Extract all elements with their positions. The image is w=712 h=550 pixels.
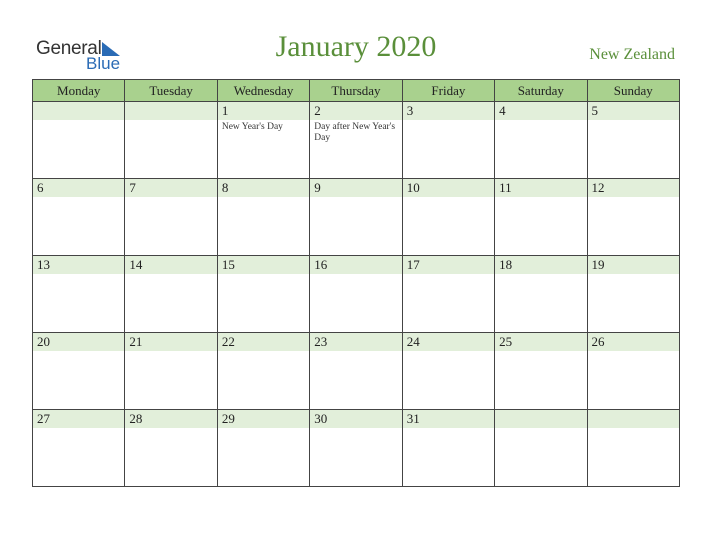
day-cell [310, 179, 402, 256]
day-number: 24 [403, 333, 494, 351]
day-number: 10 [403, 179, 494, 197]
day-number: 20 [33, 333, 124, 351]
holiday-label [33, 274, 124, 276]
week-row [33, 410, 680, 487]
day-number: 26 [588, 333, 679, 351]
holiday-label: New Year's Day [221, 122, 283, 132]
day-cell [310, 410, 402, 487]
day-number: 2 [310, 102, 401, 120]
week-row [33, 102, 680, 179]
day-number [33, 102, 124, 120]
day-cell [587, 333, 679, 410]
day-number: 3 [403, 102, 494, 120]
day-cell [33, 179, 125, 256]
day-cell [495, 102, 587, 179]
holiday-label: Day after New Year's Day [314, 122, 396, 143]
holiday-label [495, 120, 586, 122]
day-number: 6 [33, 179, 124, 197]
holiday-label [588, 197, 679, 199]
day-cell [125, 179, 217, 256]
day-number: 1 [218, 102, 309, 120]
holiday-label [310, 197, 401, 199]
day-number: 12 [588, 179, 679, 197]
holiday-label [125, 197, 216, 199]
holiday-label [218, 428, 309, 430]
day-cell [587, 256, 679, 333]
holiday-label [310, 351, 401, 353]
weekday-saturday: Saturday [495, 80, 587, 102]
day-number: 5 [588, 102, 679, 120]
holiday-label [218, 351, 309, 353]
day-cell [33, 333, 125, 410]
calendar-body [33, 102, 680, 487]
day-number: 7 [125, 179, 216, 197]
day-cell [33, 256, 125, 333]
day-cell [33, 102, 125, 179]
day-cell [495, 256, 587, 333]
day-cell [125, 333, 217, 410]
day-cell [310, 256, 402, 333]
day-number: 23 [310, 333, 401, 351]
day-number [588, 410, 679, 428]
holiday-label [588, 351, 679, 353]
holiday-label [588, 120, 679, 122]
week-row [33, 179, 680, 256]
week-row [33, 333, 680, 410]
day-number: 13 [33, 256, 124, 274]
calendar-grid [32, 79, 680, 487]
day-number: 25 [495, 333, 586, 351]
day-number: 18 [495, 256, 586, 274]
day-number: 31 [403, 410, 494, 428]
holiday-label [403, 274, 494, 276]
day-cell [495, 333, 587, 410]
holiday-label [495, 274, 586, 276]
day-cell [495, 410, 587, 487]
day-number: 27 [33, 410, 124, 428]
day-number [495, 410, 586, 428]
day-cell [217, 410, 309, 487]
day-number: 22 [218, 333, 309, 351]
day-number: 4 [495, 102, 586, 120]
day-number: 21 [125, 333, 216, 351]
day-cell [402, 179, 494, 256]
day-number: 16 [310, 256, 401, 274]
day-cell [125, 410, 217, 487]
holiday-label [495, 351, 586, 353]
day-cell [495, 179, 587, 256]
holiday-label [218, 197, 309, 199]
weekday-wednesday: Wednesday [217, 80, 309, 102]
day-number: 19 [588, 256, 679, 274]
weekday-header-row [33, 80, 680, 102]
holiday-label [125, 351, 216, 353]
logo-blue-text: Blue [86, 54, 121, 73]
logo-general-text: General [36, 38, 102, 59]
day-cell [217, 256, 309, 333]
day-number: 28 [125, 410, 216, 428]
day-number: 14 [125, 256, 216, 274]
holiday-label [588, 274, 679, 276]
holiday-label [495, 197, 586, 199]
day-cell [587, 179, 679, 256]
day-cell [310, 102, 402, 179]
page-title: January 2020 [275, 30, 437, 63]
day-cell [310, 333, 402, 410]
day-cell [217, 179, 309, 256]
weekday-friday: Friday [402, 80, 494, 102]
holiday-label [33, 120, 124, 122]
day-cell [587, 102, 679, 179]
holiday-label [125, 428, 216, 430]
day-number: 8 [218, 179, 309, 197]
holiday-label [495, 428, 586, 430]
day-cell [402, 333, 494, 410]
day-cell [217, 333, 309, 410]
holiday-label [310, 428, 401, 430]
holiday-label [588, 428, 679, 430]
day-number: 29 [218, 410, 309, 428]
week-row [33, 256, 680, 333]
day-cell [402, 256, 494, 333]
day-cell [217, 102, 309, 179]
holiday-label [310, 274, 401, 276]
day-number: 9 [310, 179, 401, 197]
day-cell [402, 102, 494, 179]
day-cell [125, 102, 217, 179]
holiday-label [125, 274, 216, 276]
weekday-thursday: Thursday [310, 80, 402, 102]
holiday-label [403, 351, 494, 353]
weekday-tuesday: Tuesday [125, 80, 217, 102]
day-cell [125, 256, 217, 333]
day-cell [402, 410, 494, 487]
day-number: 30 [310, 410, 401, 428]
weekday-monday: Monday [33, 80, 125, 102]
holiday-label [403, 428, 494, 430]
holiday-label [125, 120, 216, 122]
holiday-label [218, 274, 309, 276]
day-cell [587, 410, 679, 487]
day-number: 15 [218, 256, 309, 274]
day-cell [33, 410, 125, 487]
weekday-sunday: Sunday [587, 80, 679, 102]
holiday-label [33, 428, 124, 430]
day-number [125, 102, 216, 120]
day-number: 17 [403, 256, 494, 274]
holiday-label [403, 120, 494, 122]
holiday-label [33, 351, 124, 353]
country-label: New Zealand [589, 46, 675, 63]
holiday-label [33, 197, 124, 199]
holiday-label [403, 197, 494, 199]
day-number: 11 [495, 179, 586, 197]
